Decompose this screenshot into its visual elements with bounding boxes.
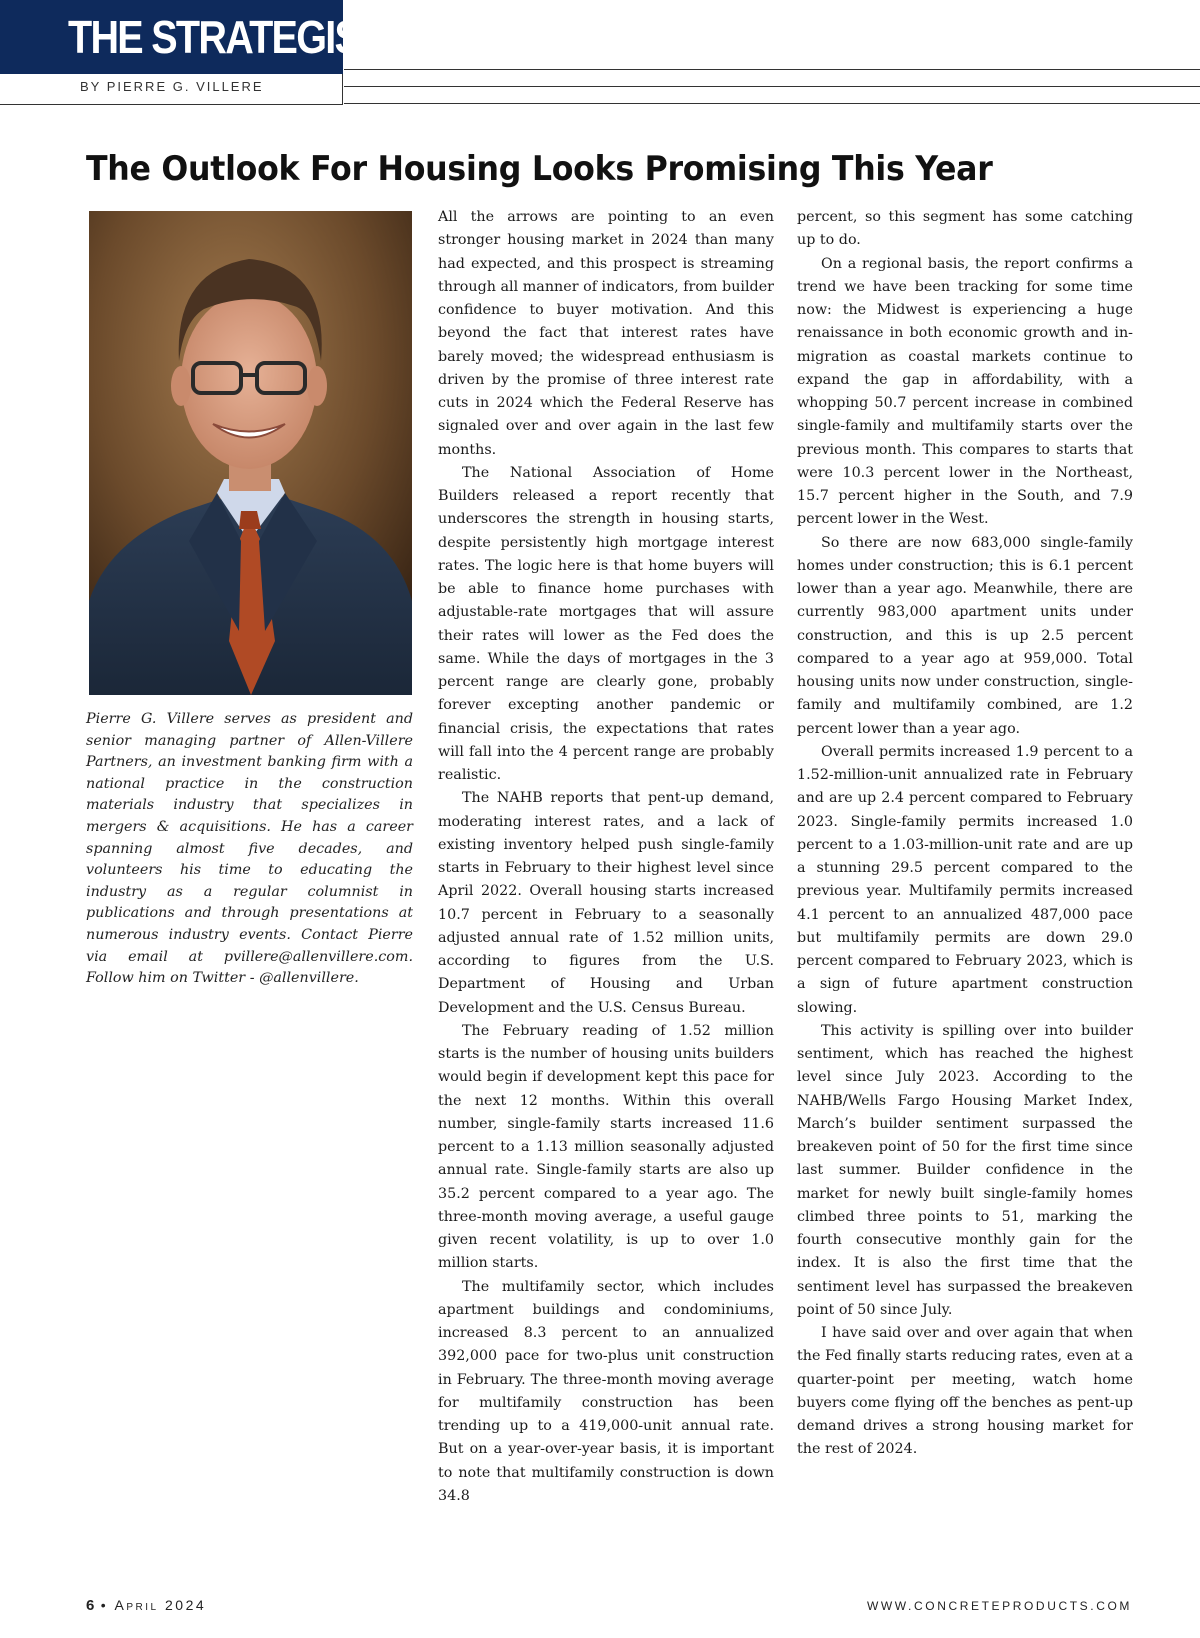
folio-separator: •: [100, 1597, 109, 1613]
author-bio: Pierre G. Villere serves as president and senior managing partner of Allen-Villere Partners, an investment banking firm with a national practice in the construction materials industry that specializes in mergers & acquisitions. He has a career spanning almost five decades, and volunteers his time to educating the industry as a regular columnist in publications and through presentations at numerous industry events. Contact Pierre via email at pvillere@allenvillere.com. Follow him on Twitter - @allenvillere.: [86, 711, 413, 987]
article-headline: The Outlook For Housing Looks Promising This Year: [86, 149, 993, 189]
paragraph: percent, so this segment has some catching up to do.: [797, 209, 1133, 249]
column-title: THE STRATEGIST: [68, 11, 382, 63]
paragraph: So there are now 683,000 single-family homes under construction; this is 6.1 percent lower than a year ago. Meanwhile, there are currently 983,000 apartment units under construction, and this is up 2.5 percent compared to a year ago at 959,000. Total housing units now under construction, single-family and multifamily combined, are 1.2 percent lower than a year ago.: [797, 534, 1133, 737]
paragraph: The multifamily sector, which includes apartment buildings and condominiums, increased 8.3 percent to an annualized 392,000 pace for two-plus unit construction in February. The three-month moving average for multifamily construction has been trending up to a 419,000-unit annual rate. But on a year-over-year basis, it is important to note that multifamily construction is down 34.8: [438, 1278, 774, 1504]
article-column-1: [438, 206, 774, 1508]
header-rule-middle: [344, 86, 1200, 87]
paragraph: Overall permits increased 1.9 percent to a 1.52-million-unit annualized rate in February and are up 2.4 percent compared to February 2023. Single-family permits increased 1.0 percent to a 1.03-million-unit rate and are up a stunning 29.5 percent compared to the previous year. Multifamily permits increased 4.1 percent to an annualized 487,000 pace but multifamily permits are down 29.0 percent compared to February 2023, which is a sign of future apartment construction slowing.: [797, 743, 1133, 1016]
byline: BY PIERRE G. VILLERE: [80, 79, 264, 94]
header-rule-bottom: [344, 103, 1200, 104]
author-photo: [89, 211, 412, 695]
paragraph: The February reading of 1.52 million starts is the number of housing units builders would begin if development kept this pace for the next 12 months. Within this overall number, single-family starts increased 11.6 percent to a 1.13 million seasonally adjusted annual rate. Single-family starts are also up 35.2 percent compared to a year ago. The three-month moving average, a useful gauge given recent volatility, is up to over 1.0 million starts.: [438, 1022, 774, 1272]
masthead: [0, 0, 382, 74]
paragraph: The NAHB reports that pent-up demand, moderating interest rates, and a lack of existing inventory helped push single-family starts in February to their highest level since April 2022. Overall housing starts increased 10.7 percent in February to a seasonally adjusted annual rate of 1.52 million units, according to figures from the U.S. Department of Housing and Urban Development and the U.S. Census Bureau.: [438, 790, 774, 1016]
paragraph: All the arrows are pointing to an even stronger housing market in 2024 than many had expected, and this prospect is streaming through all manner of indicators, from builder confidence to buyer motivation. And this beyond the fact that interest rates have barely moved; the widespread enthusiasm is driven by the promise of three interest rate cuts in 2024 which the Federal Reserve has signaled over and over again in the last few months.: [438, 209, 774, 458]
author-portrait-illustration: [89, 211, 412, 695]
paragraph: This activity is spilling over into builder sentiment, which has reached the highest level since July 2023. According to the NAHB/Wells Fargo Housing Market Index, March’s builder sentiment surpassed the breakeven point of 50 for the first time since last summer. Builder confidence in the market for newly built single-family homes climbed three points to 51, marking the fourth consecutive monthly gain for the index. It is also the first time that the sentiment level has surpassed the breakeven point of 50 since July.: [797, 1022, 1133, 1318]
header-rule-top: [344, 69, 1200, 70]
page-folio: [86, 1597, 206, 1614]
paragraph: On a regional basis, the report confirms a trend we have been tracking for some time now: the Midwest is experiencing a huge renaissance in both economic growth and in-migration as coastal markets continue to expand the gap in affordability, with a whopping 50.7 percent increase in combined single-family and multifamily starts over the previous month. This compares to starts that were 10.3 percent lower in the Northeast, 15.7 percent higher in the South, and 7.9 percent lower in the West.: [797, 255, 1133, 528]
website-url: WWW.CONCRETEPRODUCTS.COM: [866, 1599, 1132, 1613]
page-number: 6: [86, 1597, 95, 1614]
issue-date: April 2024: [114, 1597, 207, 1613]
paragraph: The National Association of Home Builders released a report recently that underscores the strength in housing starts, despite persistently high mortgage interest rates. The logic here is that home buyers will be able to finance home purchases with adjustable-rate mortgages that will assure their rates will lower as the Fed does the same. While the days of mortgages in the 3 percent range are clearly gone, probably forever excepting another pandemic or financial crisis, the expectations that rates will fall into the 4 percent range are probably realistic.: [438, 464, 774, 783]
paragraph: I have said over and over again that when the Fed finally starts reducing rates, even at a quarter-point per meeting, watch home buyers come flying off the benches as pent-up demand drives a strong housing market for the rest of 2024.: [797, 1325, 1133, 1458]
article-column-2: [797, 206, 1133, 1462]
